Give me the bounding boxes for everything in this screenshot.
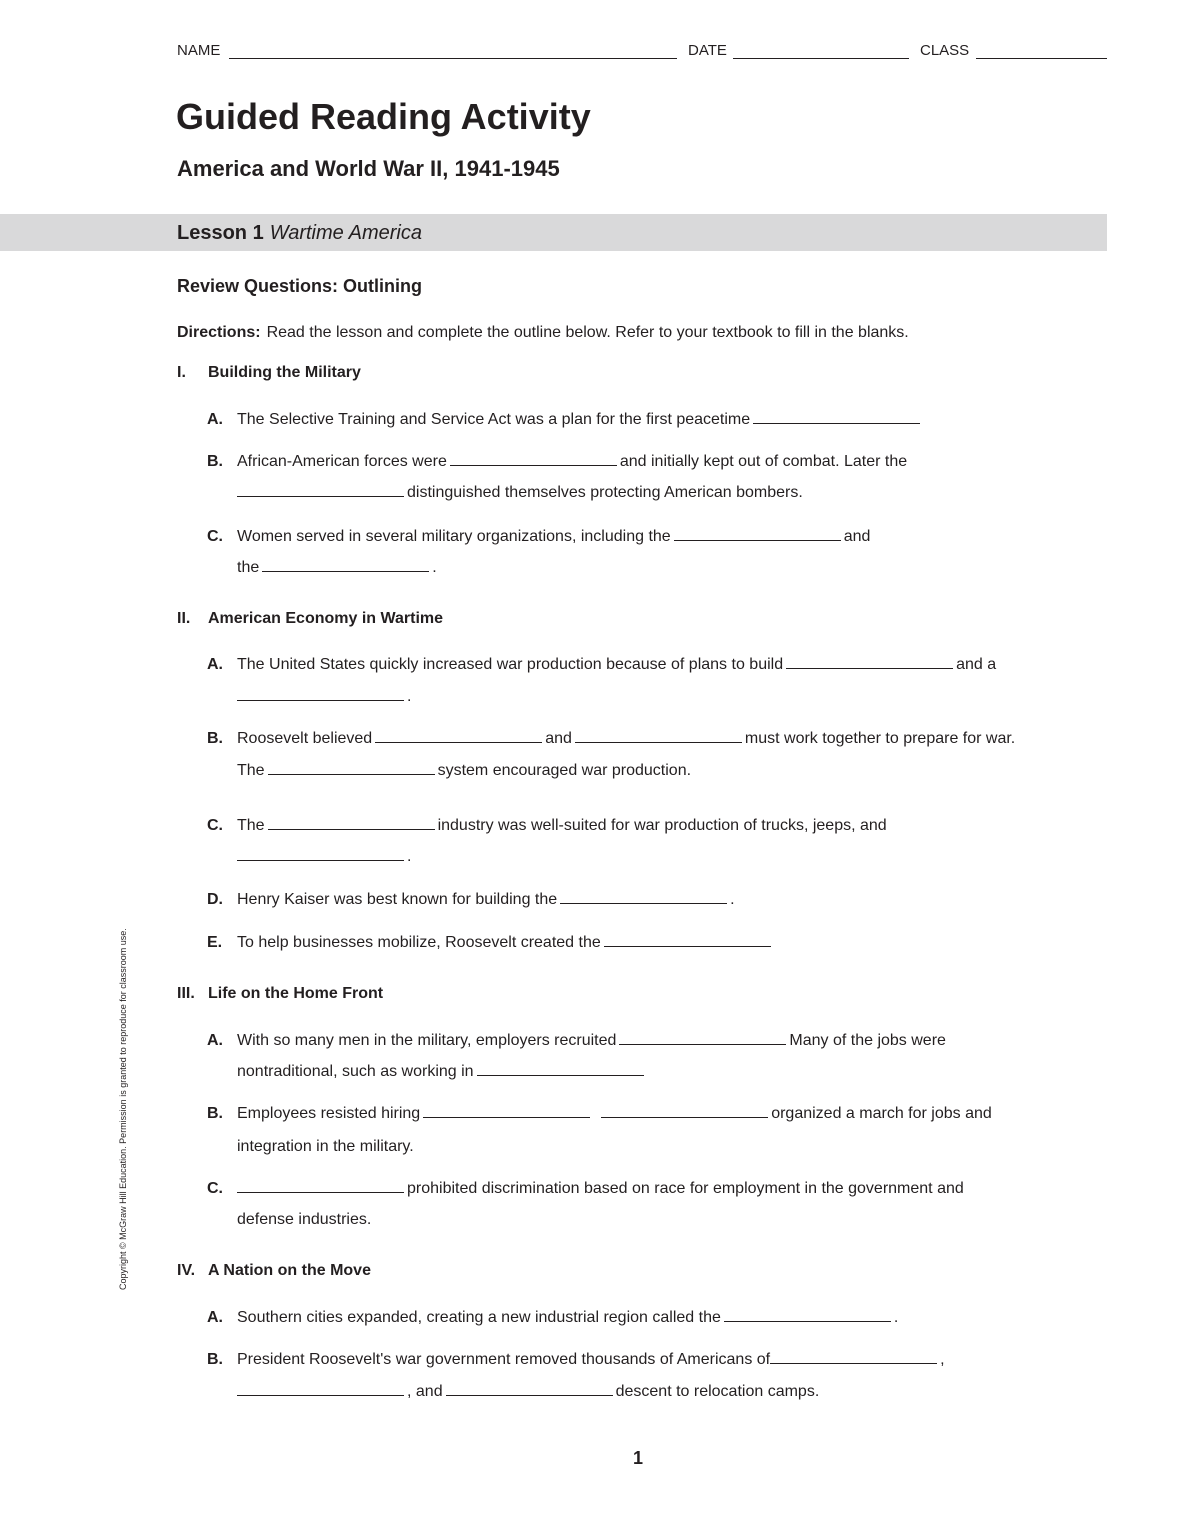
answer-blank[interactable] <box>560 902 727 904</box>
item-text: , and <box>407 1383 443 1400</box>
item-letter: C. <box>207 1180 223 1197</box>
item-letter: A. <box>207 411 223 428</box>
item-text: African-American forces were <box>237 453 447 470</box>
answer-blank[interactable] <box>604 945 771 947</box>
outline-line <box>237 1063 647 1081</box>
item-text: Women served in several military organizations, including the <box>237 528 671 545</box>
page-number: 1 <box>633 1448 644 1468</box>
answer-blank[interactable] <box>450 464 617 466</box>
answer-blank[interactable] <box>237 1191 404 1193</box>
directions <box>177 324 909 342</box>
outline-line <box>237 1383 819 1401</box>
section-title: Life on the Home Front <box>208 985 384 1002</box>
directions-text: Read the lesson and complete the outline below. Refer to your textbook to fill in the blanks. <box>266 324 909 341</box>
section-title: American Economy in Wartime <box>208 610 444 627</box>
item-text: . <box>893 1309 899 1326</box>
item-letter: E. <box>207 934 223 951</box>
outline-line <box>237 848 411 866</box>
outline-line <box>237 559 437 577</box>
item-text: integration in the military. <box>237 1138 414 1155</box>
date-label: DATE <box>688 42 727 59</box>
item-text: . <box>407 848 412 865</box>
answer-blank[interactable] <box>237 859 404 861</box>
section-numeral: I. <box>177 364 186 381</box>
item-text: prohibited discrimination based on race for employment in the government and <box>407 1180 964 1197</box>
section-numeral: IV. <box>177 1262 196 1279</box>
section-heading <box>177 1262 371 1280</box>
answer-blank[interactable] <box>237 699 404 701</box>
answer-blank[interactable] <box>601 1116 768 1118</box>
item-text: distinguished themselves protecting American bombers. <box>407 484 803 501</box>
answer-blank[interactable] <box>446 1394 613 1396</box>
answer-blank[interactable] <box>262 570 429 572</box>
outline-line <box>237 891 735 909</box>
answer-blank[interactable] <box>619 1043 786 1045</box>
answer-blank[interactable] <box>237 1394 404 1396</box>
answer-blank[interactable] <box>724 1320 891 1322</box>
outline-line <box>237 1309 898 1327</box>
section-heading <box>177 610 443 628</box>
outline-line <box>237 688 411 706</box>
outline-line <box>237 411 923 429</box>
name-field[interactable] <box>229 58 677 59</box>
item-letter: B. <box>207 1105 223 1122</box>
outline-line <box>237 1351 945 1369</box>
answer-blank[interactable] <box>674 539 841 541</box>
item-text: system encouraged war production. <box>437 762 692 779</box>
outline-line <box>237 1211 371 1229</box>
item-letter: C. <box>207 528 223 545</box>
item-letter: A. <box>207 1309 223 1326</box>
item-letter: D. <box>207 891 223 908</box>
item-text: defense industries. <box>237 1211 372 1228</box>
name-date-class-row <box>177 42 1107 64</box>
outline-line <box>237 1105 992 1123</box>
item-text: Southern cities expanded, creating a new industrial region called the <box>237 1309 721 1326</box>
lesson-banner <box>0 214 1107 251</box>
section-heading <box>177 364 361 382</box>
item-text: industry was well-suited for war production of trucks, jeeps, and <box>437 817 887 834</box>
item-text: The United States quickly increased war production because of plans to build <box>237 656 784 673</box>
name-label: NAME <box>177 42 221 59</box>
item-letter: B. <box>207 730 223 747</box>
item-text: . <box>432 559 437 576</box>
lesson-number: Lesson 1 <box>177 222 264 244</box>
section-title: A Nation on the Move <box>208 1262 371 1279</box>
answer-blank[interactable] <box>268 828 435 830</box>
item-letter: A. <box>207 1032 223 1049</box>
item-text: and <box>545 730 572 747</box>
answer-blank[interactable] <box>477 1074 644 1076</box>
answer-blank[interactable] <box>423 1116 590 1118</box>
item-text: descent to relocation camps. <box>615 1383 820 1400</box>
outline-line <box>237 817 887 835</box>
class-field[interactable] <box>976 58 1107 59</box>
page-title: Guided Reading Activity <box>176 96 591 137</box>
item-text: organized a march for jobs and <box>771 1105 992 1122</box>
review-heading: Review Questions: Outlining <box>177 276 423 296</box>
answer-blank[interactable] <box>753 422 920 424</box>
answer-blank[interactable] <box>268 773 435 775</box>
copyright-notice: Copyright © McGraw Hill Education. Permission is granted to reproduce for classroom use. <box>118 928 128 1290</box>
outline-line <box>237 656 996 674</box>
item-text: . <box>407 688 412 705</box>
item-text: Roosevelt believed <box>237 730 373 747</box>
item-text: President Roosevelt's war government removed thousands of Americans of <box>237 1351 771 1368</box>
item-text: , <box>940 1351 945 1368</box>
item-letter: C. <box>207 817 223 834</box>
item-text: must work together to prepare for war. <box>744 730 1016 747</box>
outline-line <box>237 453 907 471</box>
section-title: Building the Military <box>208 364 361 381</box>
item-letter: B. <box>207 1351 223 1368</box>
item-text: nontraditional, such as working in <box>237 1063 474 1080</box>
item-text: The <box>237 762 265 779</box>
item-text: With so many men in the military, employers recruited <box>237 1032 617 1049</box>
section-numeral: II. <box>177 610 191 627</box>
class-label: CLASS <box>920 42 970 59</box>
item-text: and <box>843 528 871 545</box>
item-text: To help businesses mobilize, Roosevelt created the <box>237 934 601 951</box>
item-text: and a <box>956 656 997 673</box>
answer-blank[interactable] <box>237 495 404 497</box>
outline-line <box>237 484 803 502</box>
item-text: Henry Kaiser was best known for building the <box>237 891 558 908</box>
outline-line <box>237 762 691 780</box>
outline-line <box>237 1032 946 1050</box>
date-field[interactable] <box>733 58 909 59</box>
outline-line <box>237 934 774 952</box>
item-letter: B. <box>207 453 223 470</box>
page-subtitle: America and World War II, 1941-1945 <box>177 156 560 181</box>
answer-blank[interactable] <box>375 741 542 743</box>
answer-blank[interactable] <box>770 1362 937 1364</box>
item-text: the <box>237 559 260 576</box>
directions-label: Directions: <box>177 324 261 341</box>
lesson-name: Wartime America <box>269 222 422 244</box>
item-text: Many of the jobs were <box>789 1032 946 1049</box>
item-text: The <box>237 817 265 834</box>
item-text: The Selective Training and Service Act was a plan for the first peacetime <box>237 411 751 428</box>
section-heading <box>177 985 383 1003</box>
lesson-heading <box>177 222 422 245</box>
answer-blank[interactable] <box>575 741 742 743</box>
section-numeral: III. <box>177 985 195 1002</box>
outline-line <box>237 1180 964 1198</box>
outline-line <box>237 528 870 546</box>
item-text: and initially kept out of combat. Later the <box>619 453 908 470</box>
item-text: . <box>730 891 735 908</box>
outline-line <box>237 730 1015 748</box>
outline-line <box>237 1138 414 1156</box>
answer-blank[interactable] <box>786 667 953 669</box>
item-letter: A. <box>207 656 223 673</box>
item-text: Employees resisted hiring <box>237 1105 421 1122</box>
